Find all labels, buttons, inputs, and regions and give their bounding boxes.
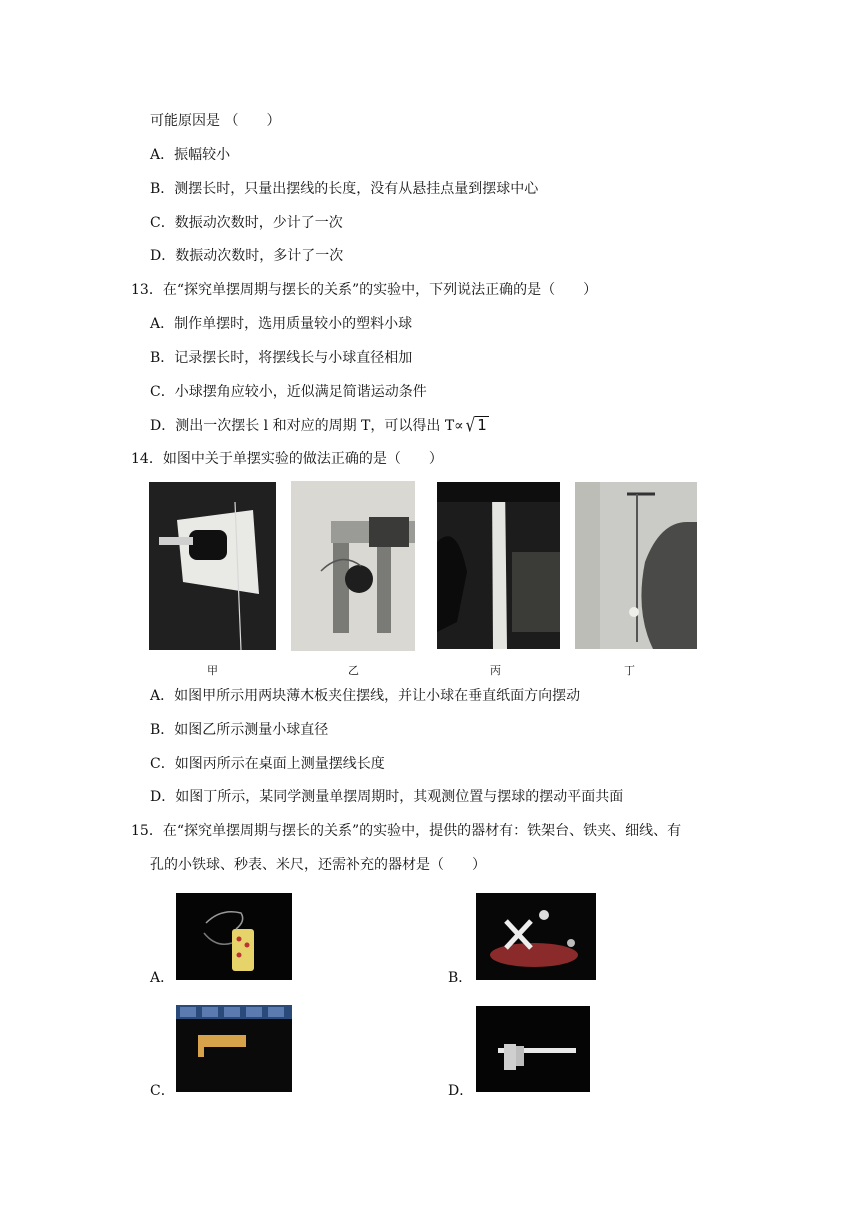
q13-option-c[interactable]: C．小球摆角应较小，近似满足简谐运动条件 bbox=[150, 384, 427, 400]
q13-option-d[interactable] bbox=[150, 413, 489, 437]
caption-jia: 甲 bbox=[207, 664, 218, 677]
photo-yi bbox=[291, 481, 415, 651]
q15-stem-line1: 15．在“探究单摆周期与摆长的关系”的实验中，提供的器材有：铁架台、铁夹、细线、有 bbox=[131, 823, 682, 839]
photo-jia bbox=[149, 482, 276, 650]
q14-option-d[interactable]: D．如图丁所示，某同学测量单摆周期时，其观测位置与摆球的摆动平面共面 bbox=[150, 789, 624, 805]
caption-ding: 丁 bbox=[624, 664, 635, 677]
q15-option-a-label[interactable]: A． bbox=[150, 970, 175, 986]
q12-option-c[interactable]: C．数振动次数时，少计了一次 bbox=[150, 215, 343, 231]
q12-option-b[interactable]: B．测摆长时，只量出摆线的长度，没有从悬挂点量到摆球中心 bbox=[150, 181, 539, 197]
photo-bing bbox=[437, 482, 560, 649]
sqrt-symbol: √ 1 bbox=[465, 413, 487, 437]
q15-stem-line2: 孔的小铁球、秒表、米尺，还需补充的器材是（ ） bbox=[150, 857, 486, 873]
q15-option-d-image[interactable] bbox=[476, 1006, 590, 1092]
q13-option-a[interactable]: A．制作单摆时，选用质量较小的塑料小球 bbox=[150, 316, 413, 332]
q14-option-c[interactable]: C．如图丙所示在桌面上测量摆线长度 bbox=[150, 756, 385, 772]
q13-option-d-text: D．测出一次摆长 l 和对应的周期 T，可以得出 T∝ bbox=[150, 418, 464, 434]
q13-option-b[interactable]: B．记录摆长时，将摆线长与小球直径相加 bbox=[150, 350, 413, 366]
photo-ding bbox=[575, 482, 697, 649]
q14-option-a[interactable]: A．如图甲所示用两块薄木板夹住摆线，并让小球在垂直纸面方向摆动 bbox=[150, 688, 581, 704]
q12-stem: 可能原因是 （ ） bbox=[150, 113, 281, 129]
q15-option-c-image[interactable] bbox=[176, 1005, 292, 1092]
q15-option-b-image[interactable] bbox=[476, 893, 596, 980]
q14-stem: 14．如图中关于单摆实验的做法正确的是（ ） bbox=[131, 451, 443, 467]
q15-option-b-label[interactable]: B． bbox=[448, 970, 473, 986]
q15-option-c-label[interactable]: C． bbox=[150, 1083, 175, 1099]
q12-option-a[interactable]: A．振幅较小 bbox=[150, 147, 231, 163]
q15-option-d-label[interactable]: D． bbox=[448, 1083, 474, 1099]
q13-stem: 13．在“探究单摆周期与摆长的关系”的实验中，下列说法正确的是（ ） bbox=[131, 282, 598, 298]
q15-option-a-image[interactable] bbox=[176, 893, 292, 980]
sqrt-radicand: 1 bbox=[477, 416, 487, 434]
q12-option-d[interactable]: D．数振动次数时，多计了一次 bbox=[150, 248, 344, 264]
q14-option-b[interactable]: B．如图乙所示测量小球直径 bbox=[150, 722, 329, 738]
caption-bing: 丙 bbox=[490, 664, 501, 677]
caption-yi: 乙 bbox=[348, 664, 359, 677]
